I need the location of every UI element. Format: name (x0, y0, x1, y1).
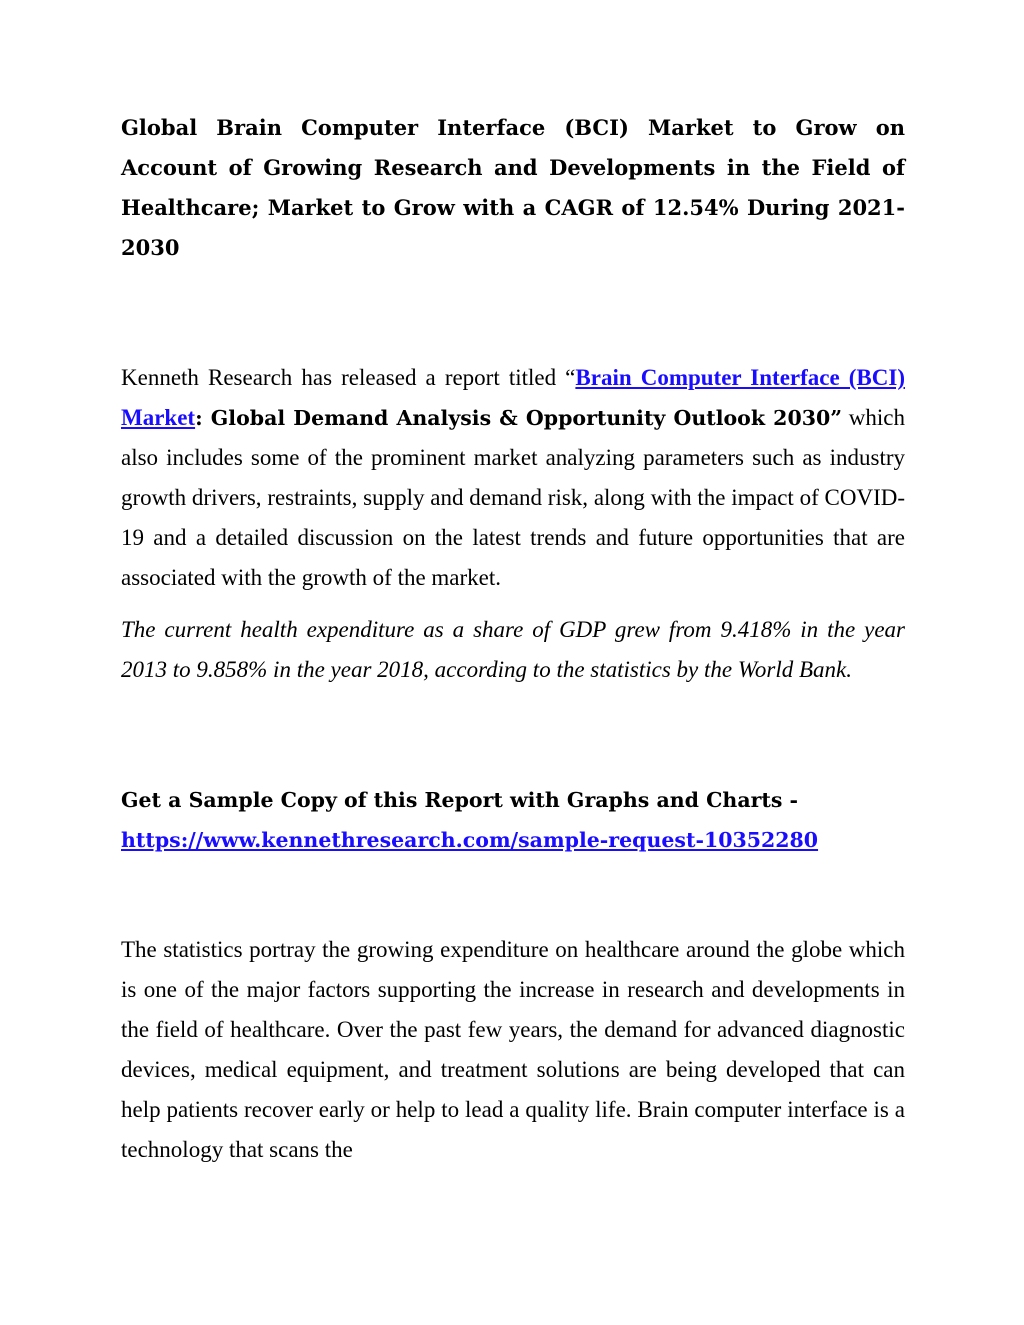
sample-request-label: Get a Sample Copy of this Report with Graphs and Charts - (121, 788, 799, 812)
report-link[interactable]: Brain Computer Interface (BCI) Market (121, 365, 905, 430)
intro-paragraph (121, 358, 905, 598)
sample-request-block (121, 780, 905, 860)
document-page (121, 108, 905, 1170)
article-heading: Global Brain Computer Interface (BCI) Market to Grow on Account of Growing Research and Developments in the Field of Healthcare; Market to Grow with a CAGR of 12.54% During 2021-2030 (121, 115, 905, 260)
intro-tail: which also includes some of the prominent market analyzing parameters such as industry growth drivers, restraints, supply and demand risk, along with the impact of COVID-19 and a detailed discussion on the latest trends and future opportunities that are associated with the growth of the market. (121, 405, 905, 590)
intro-lead: Kenneth Research has released a report titled “ (121, 365, 576, 390)
sample-request-link[interactable]: https://www.kennethresearch.com/sample-request-10352280 (121, 828, 819, 852)
statistic-paragraph: The current health expenditure as a share of GDP grew from 9.418% in the year 2013 to 9.858% in the year 2018, according to the statistics by the World Bank. (121, 617, 905, 682)
report-title-rest: : Global Demand Analysis & Opportunity Outlook 2030” (195, 406, 843, 430)
body-paragraph: The statistics portray the growing expenditure on healthcare around the globe which is one of the major factors supporting the increase in research and developments in the field of healthcare. Over the past few years, the demand for advanced diagnostic devices, medical equipment, and treatment solutions are being developed that can help patients recover early or help to lead a quality life. Brain computer interface is a technology that scans the (121, 937, 905, 1162)
